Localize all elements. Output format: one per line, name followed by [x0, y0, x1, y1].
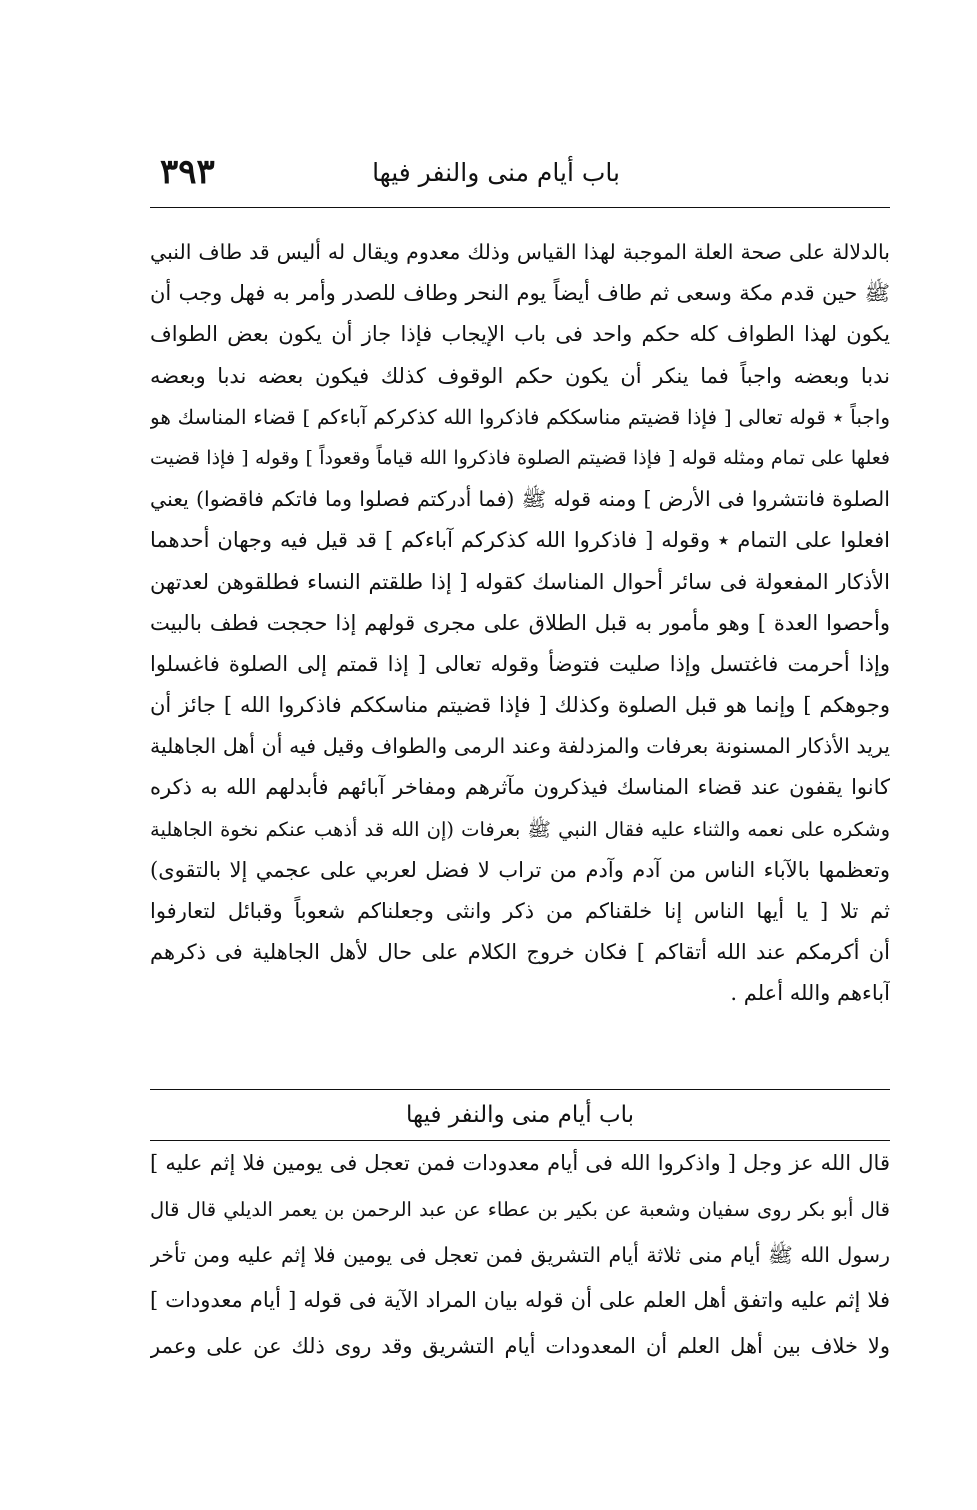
page-number: ٣٩٣	[160, 152, 215, 192]
text-line: ﷺ حين قدم مكة وسعى ثم طاف أيضاً يوم النحر وطاف للصدر وأمر به فهل وجب أن	[150, 281, 890, 306]
section-text-line: ولا خلاف بين أهل العلم أن المعدودات أيام التشريق وقد روى ذلك عن على وعمر	[150, 1334, 890, 1359]
text-line: افعلوا على التمام ٭ وقوله [ فاذكروا الله كذكركم آباءكم ] قد قيل فيه وجهان أحدهما	[150, 528, 890, 553]
section-text-line: قال أبو بكر روى سفيان وشعبة عن بكير بن عطاء عن عبد الرحمن بن يعمر الديلي قال قال	[150, 1197, 890, 1221]
page-header	[150, 152, 890, 204]
text-line: يريد الأذكار المسنونة بعرفات والمزدلفة وعند الرمى والطواف وقيل فيه أن أهل الجاهلية	[150, 734, 890, 759]
main-text-block	[150, 232, 890, 1015]
text-line: الصلوة فانتشروا فى الأرض ] ومنه قوله ﷺ (فما أدركتم فصلوا وما فاتكم فاقضوا) يعني	[150, 487, 890, 512]
text-line: يكون لهذا الطواف كله حكم واحد فى باب الإيجاب فإذا جاز أن يكون بعض الطواف	[150, 322, 890, 347]
text-line: كانوا يقفون عند قضاء المناسك فيذكرون مآثرهم ومفاخر آبائهم فأبدلهم الله به ذكره	[150, 775, 890, 800]
text-line: وأحصوا العدة ] وهو مأمور به قبل الطلاق على مجرى قولهم إذا حججت فطف بالبيت	[150, 610, 890, 635]
section-text-line: رسول الله ﷺ أيام منى ثلاثة أيام التشريق فمن تعجل فى يومين فلا إثم عليه ومن تأخر	[150, 1242, 890, 1267]
text-line: ثم تلا [ يا أيها الناس إنا خلقناكم من ذكر وانثى وجعلناكم شعوباً وقبائل لتعارفوا	[150, 899, 890, 923]
text-line: وجوهكم ] وإنما هو قبل الصلوة وكذلك [ فإذا قضيتم مناسككم فاذكروا الله ] جائز أن	[150, 693, 890, 718]
text-line: آباءهم والله أعلم .	[730, 981, 890, 1006]
section-text-line: فلا إثم عليه واتفق أهل العلم على أن قوله بيان المراد الآية فى قوله [ أيام معدودات ]	[150, 1288, 890, 1313]
section-text-line: قال الله عز وجل [ واذكروا الله فى أيام معدودات فمن تعجل فى يومين فلا إثم عليه ]	[150, 1151, 890, 1175]
text-line: وإذا أحرمت فاغتسل وإذا صليت فتوضأ وقوله تعالى [ إذا قمتم إلى الصلوة فاغسلوا	[150, 651, 890, 676]
text-line: وتعظمها بالآباء الناس من آدم وآدم من تراب لا فضل لعربي على عجمي إلا بالتقوى)	[150, 857, 890, 882]
text-line: وشكره على نعمه والثناء عليه فقال النبي ﷺ بعرفات (إن الله قد أذهب عنكم نخوة الجاهلية	[150, 817, 890, 841]
text-line: الأذكار المفعولة فى سائر أحوال المناسك كقوله [ إذا طلقتم النساء فطلقوهن لعدتهن	[150, 569, 890, 594]
text-line: فعلها على تمام ومثله قوله [ فإذا قضيتم الصلوة فاذكروا الله قياماً وقعوداً ] وقوله [ فإذا قضيت	[150, 446, 890, 469]
text-line: ندبا وبعضه واجباً فما ينكر أن يكون حكم الوقوف كذلك فيكون بعضه ندبا وبعضه	[150, 363, 890, 388]
text-line: أن أكرمكم عند الله أتقاكم ] فكان خروج الكلام على حال لأهل الجاهلية فى ذكرهم	[150, 940, 890, 965]
section-top-rule	[150, 1089, 890, 1090]
section-text-block	[150, 1141, 890, 1370]
running-title: باب أيام منى والنفر فيها	[372, 158, 620, 187]
header-rule	[150, 207, 890, 208]
text-line: بالدلالة على صحة العلة الموجبة لهذا القياس وذلك معدوم ويقال له أليس قد طاف النبي	[150, 240, 890, 264]
text-line: واجباً ٭ قوله تعالى [ فإذا قضيتم مناسككم فاذكروا الله كذكركم آباءكم ] قضاء المناسك هو	[150, 404, 890, 429]
section-heading: باب أيام منى والنفر فيها	[405, 1102, 635, 1128]
